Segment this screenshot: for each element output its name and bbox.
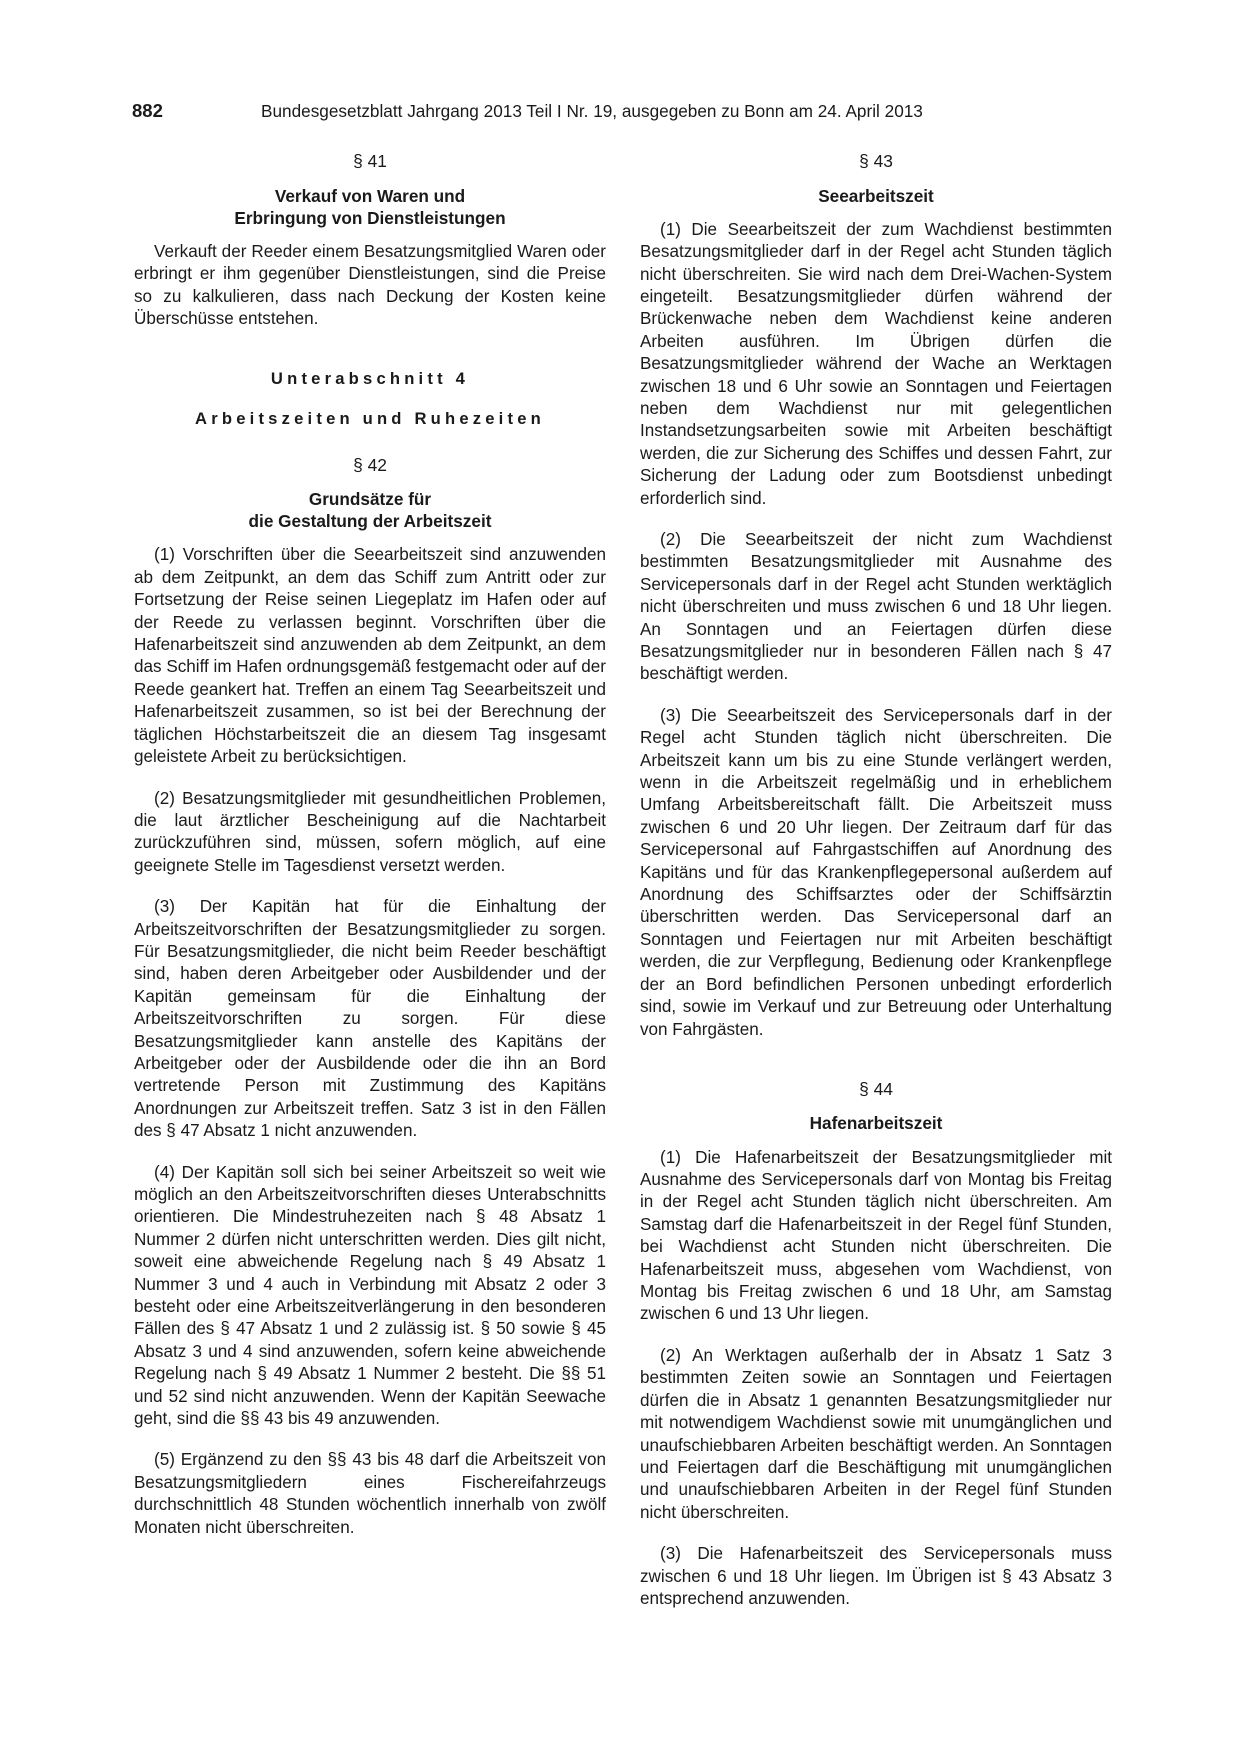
section-paragraph: (2) Die Seearbeitszeit der nicht zum Wachdienst bestimmten Besatzungsmitglieder mit Ausnahme des Servicepersonals darf in der Regel acht Stunden werktäglich nicht überschreiten und muss zwischen 6 und 18 Uhr liegen. An Sonntagen und an Feiertagen dürfen diese Besatzungsmitglieder nur in besonderen Fällen nach § 47 beschäftigt werden. — [640, 529, 1112, 684]
section-title — [134, 185, 606, 229]
section-42 — [134, 454, 606, 1540]
section-paragraph: Verkauft der Reeder einem Besatzungsmitglied Waren oder erbringt er ihm gegenüber Dienstleistungen, sind die Preise so zu kalkulieren, dass nach Deckung der Kosten keine Überschüsse entstehen. — [134, 241, 606, 329]
section-title-line: Verkauf von Waren und — [274, 185, 466, 206]
page-number: 882 — [132, 100, 163, 121]
section-title-line: die Gestaltung der Arbeitszeit — [248, 511, 492, 532]
section-title-line: Erbringung von Dienstleistungen — [234, 207, 506, 228]
section-paragraph: (1) Die Seearbeitszeit der zum Wachdienst bestimmten Besatzungsmitglieder darf in der Regel acht Stunden täglich nicht überschreiten. Sie wird nach dem Drei-Wachen-System eingeteilt. Besatzungsmitglieder dürfen während der Brückenwache neben dem Wachdienst keine anderen Arbeiten ausführen. Im Übrigen dürfen die Besatzungsmitglieder während der Wache an Werktagen zwischen 18 und 6 Uhr sowie an Sonntagen und Feiertagen neben dem Wachdienst nur mit gelegentlichen Instandsetzungsarbeiten sowie mit Arbeiten beschäftigt werden, die zur Sicherung des Schiffes und dessen Fahrt, zur Sicherung der Ladung oder zum Bootsdienst unbedingt erforderlich sind. — [640, 219, 1112, 508]
section-number: § 44 — [859, 1078, 893, 1099]
section-paragraph: (2) Besatzungsmitglieder mit gesundheitlichen Problemen, die laut ärztlicher Bescheinigung auf die Nachtarbeit zurückzuführen sind, müssen, sofern möglich, auf eine geeignete Stelle im Tagesdienst versetzt werden. — [134, 788, 606, 875]
subsection-title: Arbeitszeiten und Ruhezeiten — [195, 408, 545, 428]
running-head: Bundesgesetzblatt Jahrgang 2013 Teil I Nr. 19, ausgegeben zu Bonn am 24. April 2013 — [261, 101, 923, 121]
section-title — [134, 488, 606, 532]
section-paragraph: (1) Die Hafenarbeitszeit der Besatzungsmitglieder mit Ausnahme des Servicepersonals darf von Montag bis Freitag in der Regel acht Stunden täglich nicht überschreiten. Am Samstag darf die Hafenarbeitszeit in der Regel fünf Stunden, bei Wachdienst acht Stunden nicht überschreiten. Die Hafenarbeitszeit muss, abgesehen vom Wachdienst, von Montag bis Freitag zwischen 6 und 18 Uhr, am Samstag zwischen 6 und 13 Uhr liegen. — [640, 1147, 1112, 1324]
section-paragraph: (5) Ergänzend zu den §§ 43 bis 48 darf die Arbeitszeit von Besatzungsmitgliedern eines Fischereifahrzeugs durchschnittlich 48 Stunden wöchentlich innerhalb von zwölf Monaten nicht überschreiten. — [134, 1450, 606, 1537]
left-column — [134, 150, 606, 1558]
section-number: § 43 — [859, 151, 893, 171]
subsection-label: Unterabschnitt 4 — [270, 368, 470, 388]
section-title: Hafenarbeitszeit — [809, 1113, 943, 1134]
section-paragraph: (3) Die Seearbeitszeit des Servicepersonals darf in der Regel acht Stunden täglich nicht überschreiten. Die Arbeitszeit kann um bis zu eine Stunde verlängert werden, wenn in die Arbeitszeit regelmäßig und in erheblichem Umfang Arbeitsbereitschaft fällt. Die Arbeitszeit muss zwischen 6 und 20 Uhr liegen. Der Zeitraum darf für das Servicepersonal auf Fahrgastschiffen auf Anordnung des Kapitäns und für das Krankenpflegepersonal außerdem auf Anordnung des Schiffsarztes oder der Schiffsärztin überschritten werden. Das Servicepersonal darf an Sonntagen und Feiertagen nur mit Arbeiten beschäftigt werden, die zur Verpflegung, Bedienung oder Krankenpflege der an Bord befindlichen Personen unbedingt erforderlich sind, sowie im Verkauf und zur Betreuung oder Unterhaltung von Fahrgästen. — [640, 705, 1112, 1039]
section-paragraph: (2) An Werktagen außerhalb der in Absatz 1 Satz 3 bestimmten Zeiten sowie an Sonntagen und Feiertagen dürfen die in Absatz 1 genannten Besatzungsmitglieder nur mit notwendigem Wachdienst sowie mit unumgänglichen und unaufschiebbaren Arbeiten beschäftigt werden. An Sonntagen und Feiertagen darf die Beschäftigung mit unumgänglichen und unaufschiebbaren Arbeiten in der Regel fünf Stunden nicht überschreiten. — [640, 1345, 1112, 1522]
section-44 — [640, 1078, 1112, 1610]
section-number: § 41 — [353, 151, 387, 171]
section-41 — [134, 150, 606, 331]
section-paragraph: (4) Der Kapitän soll sich bei seiner Arbeitszeit so weit wie möglich an den Arbeitszeitvorschriften dieses Unterabschnitts orientieren. Die Mindestruhezeiten nach § 48 Absatz 1 Nummer 2 dürfen nicht unterschritten werden. Dies gilt nicht, soweit eine abweichende Regelung nach § 49 Absatz 1 Nummer 3 und 4 auch in Verbindung mit Absatz 2 oder 3 besteht oder eine Arbeitszeitverlängerung in den besonderen Fällen des § 47 Absatz 1 und 2 zulässig ist. § 50 sowie § 45 Absatz 3 und 4 sind anzuwenden, sofern keine abweichende Regelung nach § 49 Absatz 1 Nummer 2 besteht. Die §§ 51 und 52 sind nicht anzuwenden. Wenn der Kapitän Seewache geht, sind die §§ 43 bis 49 anzuwenden. — [134, 1162, 606, 1429]
right-column — [640, 150, 1112, 1629]
section-title-line: Grundsätze für — [308, 489, 432, 510]
section-number: § 42 — [353, 454, 387, 475]
section-paragraph: (3) Die Hafenarbeitszeit des Servicepersonals muss zwischen 6 und 18 Uhr liegen. Im Übrigen ist § 43 Absatz 3 entsprechend anzuwenden. — [640, 1544, 1112, 1608]
section-title: Seearbeitszeit — [818, 185, 934, 206]
section-43 — [640, 150, 1112, 1041]
section-paragraph: (3) Der Kapitän hat für die Einhaltung der Arbeitszeitvorschriften der Besatzungsmitglieder zu sorgen. Für Besatzungsmitglieder, die nicht beim Reeder beschäftigt sind, haben deren Arbeitgeber oder Ausbildender und der Kapitän gemeinsam für die Einhaltung der Arbeitszeitvorschriften zu sorgen. Für diese Besatzungsmitglieder kann anstelle des Kapitäns der Arbeitgeber oder der Ausbildende oder die ihn an Bord vertretende Person mit Zustimmung des Kapitäns Anordnungen zur Arbeitszeit treffen. Satz 3 ist in den Fällen des § 47 Absatz 1 nicht anzuwenden. — [134, 897, 606, 1141]
section-paragraph: (1) Vorschriften über die Seearbeitszeit sind anzuwenden ab dem Zeitpunkt, an dem das Schiff zum Antritt oder zur Fortsetzung der Reise seinen Liegeplatz im Hafen oder auf der Reede zu verlassen beginnt. Vorschriften über die Hafenarbeitszeit sind anzuwenden ab dem Zeitpunkt, an dem das Schiff im Hafen ordnungsgemäß festgemacht oder auf der Reede geankert hat. Treffen an einem Tag Seearbeitszeit und Hafenarbeitszeit zusammen, so ist bei der Berechnung der täglichen Höchstarbeitszeit die an diesem Tag insgesamt geleistete Arbeit zu berücksichtigen. — [134, 545, 606, 767]
page-header — [132, 100, 1112, 126]
